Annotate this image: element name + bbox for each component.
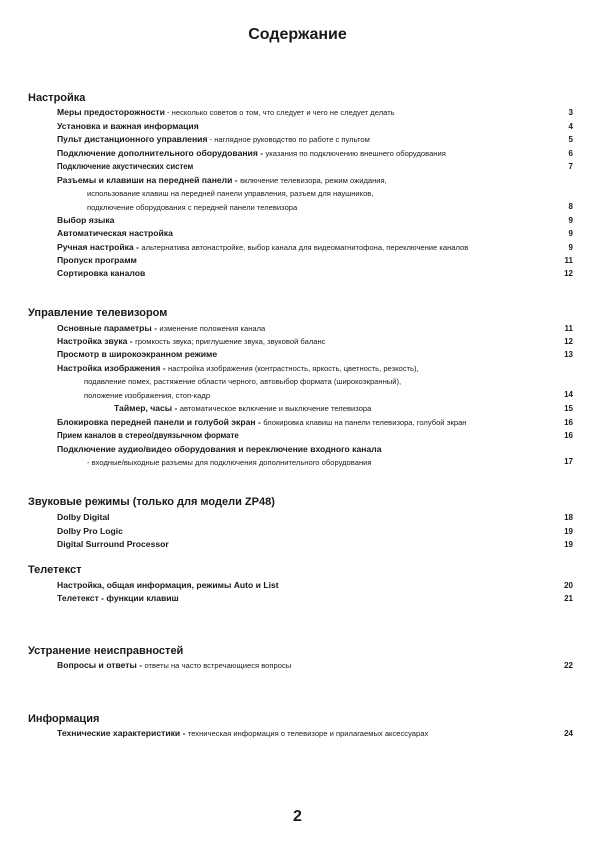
entry-page: 13 <box>564 350 573 359</box>
entry-page: 22 <box>564 661 573 670</box>
entry-title: Автоматическая настройка <box>57 228 173 238</box>
entry-title: Пульт дистанционного управления <box>57 134 208 144</box>
entry-page: 19 <box>564 540 573 549</box>
entry-page: 24 <box>564 729 573 738</box>
entry-page: 11 <box>564 324 573 333</box>
entry-title: Ручная настройка - <box>57 242 142 252</box>
entry-desc: автоматическое включение и выключение телевизора <box>179 404 372 413</box>
toc-entry-basic-params[interactable] <box>57 323 573 334</box>
entry-title: Телетекст - функции клавиш <box>57 593 179 603</box>
toc-entry-sound[interactable] <box>57 336 573 347</box>
toc-entry-stereo[interactable] <box>57 430 573 441</box>
toc-entry-auto-tuning[interactable] <box>57 228 573 239</box>
entry-page: 4 <box>568 122 573 131</box>
entry-page: 18 <box>564 513 573 522</box>
toc-entry-remote-control[interactable] <box>57 134 573 145</box>
entry-title: Подключение акустических систем <box>57 162 194 171</box>
entry-title: Таймер, часы - <box>114 403 180 413</box>
entry-page: 11 <box>564 256 573 265</box>
toc-entry-teletext-keys[interactable] <box>57 593 573 604</box>
entry-page: 7 <box>568 162 573 171</box>
toc-entry-dolby-pro-logic[interactable] <box>57 526 573 537</box>
entry-page: 16 <box>564 431 573 440</box>
toc-entry-manual-tuning[interactable] <box>57 242 573 253</box>
entry-title: Dolby Pro Logic <box>57 526 123 536</box>
entry-title: Просмотр в широкоэкранном режиме <box>57 349 218 359</box>
entry-desc: изменение положения канала <box>159 324 266 333</box>
entry-page: 21 <box>564 594 573 603</box>
toc-entry-teletext-setup[interactable] <box>57 580 573 591</box>
entry-page: 20 <box>564 581 573 590</box>
entry-page: 12 <box>564 337 573 346</box>
entry-desc: - наглядное руководство по работе с пультом <box>207 135 370 144</box>
toc-entry-panel-lock[interactable] <box>57 417 573 428</box>
entry-desc: альтернатива автонастройке, выбор канала для видеомагнитофона, переключение каналов <box>141 243 469 252</box>
section-heading-troubleshooting: Устранение неисправностей <box>28 645 184 657</box>
entry-page: 3 <box>568 108 573 117</box>
entry-desc: настройка изображения (контрастность, яркость, цветность, резкость), <box>168 364 419 373</box>
toc-entry-skip-programs[interactable] <box>57 255 573 266</box>
entry-title: Прием каналов в стерео/двуязычном формате <box>57 431 239 440</box>
entry-page: 9 <box>568 243 573 252</box>
entry-title: Пропуск программ <box>57 255 137 265</box>
toc-entry-continuation: подавление помех, растяжение области черного, автовыбор формата (широкоэкранный), <box>84 377 402 386</box>
page-number: 2 <box>293 808 302 825</box>
entry-title: Digital Surround Processor <box>57 539 169 549</box>
page-title: Содержание <box>248 26 347 43</box>
section-heading-information: Информация <box>28 713 100 725</box>
toc-entry-faq[interactable] <box>57 660 573 671</box>
entry-page: 17 <box>564 457 573 466</box>
entry-title: Dolby Digital <box>57 512 110 522</box>
entry-page: 9 <box>568 216 573 225</box>
toc-entry-picture[interactable] <box>57 363 573 374</box>
toc-entry-av-connection[interactable] <box>57 444 573 455</box>
entry-title: Выбор языка <box>57 215 115 225</box>
toc-entry-widescreen[interactable] <box>57 349 573 360</box>
entry-page: 16 <box>564 418 573 427</box>
entry-title: Меры предосторожности <box>57 107 165 117</box>
entry-desc: - несколько советов о том, что следует и чего не следует делать <box>164 108 395 117</box>
entry-title: Установка и важная информация <box>57 121 199 131</box>
section-heading-setup: Настройка <box>28 92 86 104</box>
entry-page: 5 <box>568 135 573 144</box>
toc-entry-speakers[interactable] <box>57 161 573 172</box>
entry-page: 14 <box>564 390 573 399</box>
entry-title: Технические характеристики - <box>57 728 188 738</box>
entry-title: Настройка звука - <box>57 336 136 346</box>
entry-desc: указания по подключению внешнего оборудования <box>265 149 446 158</box>
toc-entry-sort-channels[interactable] <box>57 268 573 279</box>
entry-desc: техническая информация о телевизоре и прилагаемых аксессуарах <box>187 729 429 738</box>
toc-entry-language[interactable] <box>57 215 573 226</box>
entry-title: Настройка, общая информация, режимы Auto и List <box>57 580 279 590</box>
toc-entry-dolby-digital[interactable] <box>57 512 573 523</box>
entry-title: Основные параметры - <box>57 323 160 333</box>
toc-entry-continuation: использование клавиш на передней панели управления, разъем для наушников, <box>87 189 374 198</box>
entry-page: 12 <box>564 269 573 278</box>
entry-desc: включение телевизора, режим ожидания, <box>240 176 387 185</box>
entry-title: Подключение аудио/видео оборудования и переключение входного канала <box>57 444 382 454</box>
toc-entry-front-panel[interactable] <box>57 175 573 186</box>
toc-entry-continuation: - входные/выходные разъемы для подключения дополнительного оборудования <box>87 458 372 467</box>
section-heading-tv-control: Управление телевизором <box>28 307 168 319</box>
entry-page: 15 <box>564 404 573 413</box>
entry-title: Настройка изображения - <box>57 363 169 373</box>
toc-entry-continuation: положение изображения, стоп-кадр <box>84 391 211 400</box>
toc-entry-timer[interactable] <box>114 403 573 414</box>
toc-entry-installation[interactable] <box>57 121 573 132</box>
toc-entry-extra-equipment[interactable] <box>57 148 573 159</box>
entry-title: Сортировка каналов <box>57 268 146 278</box>
section-heading-sound-modes: Звуковые режимы (только для модели ZP48) <box>28 496 275 508</box>
entry-desc: блокировка клавиш на панели телевизора, голубой экран <box>263 418 467 427</box>
entry-page: 8 <box>568 202 573 211</box>
entry-title: Подключение дополнительного оборудования - <box>57 148 266 158</box>
toc-entry-continuation: подключение оборудования с передней панели телевизора <box>87 203 298 212</box>
toc-entry-specs[interactable] <box>57 728 573 739</box>
entry-desc: громкость звука; приглушение звука, звуковой баланс <box>135 337 326 346</box>
entry-page: 9 <box>568 229 573 238</box>
entry-desc: ответы на часто встречающиеся вопросы <box>144 661 292 670</box>
toc-entry-precautions[interactable] <box>57 107 573 118</box>
toc-entry-digital-surround[interactable] <box>57 539 573 550</box>
entry-title: Вопросы и ответы - <box>57 660 145 670</box>
entry-page: 6 <box>568 149 573 158</box>
entry-title: Разъемы и клавиши на передней панели - <box>57 175 241 185</box>
entry-title: Блокировка передней панели и голубой экран - <box>57 417 264 427</box>
entry-page: 19 <box>564 527 573 536</box>
section-heading-teletext: Телетекст <box>28 564 82 576</box>
